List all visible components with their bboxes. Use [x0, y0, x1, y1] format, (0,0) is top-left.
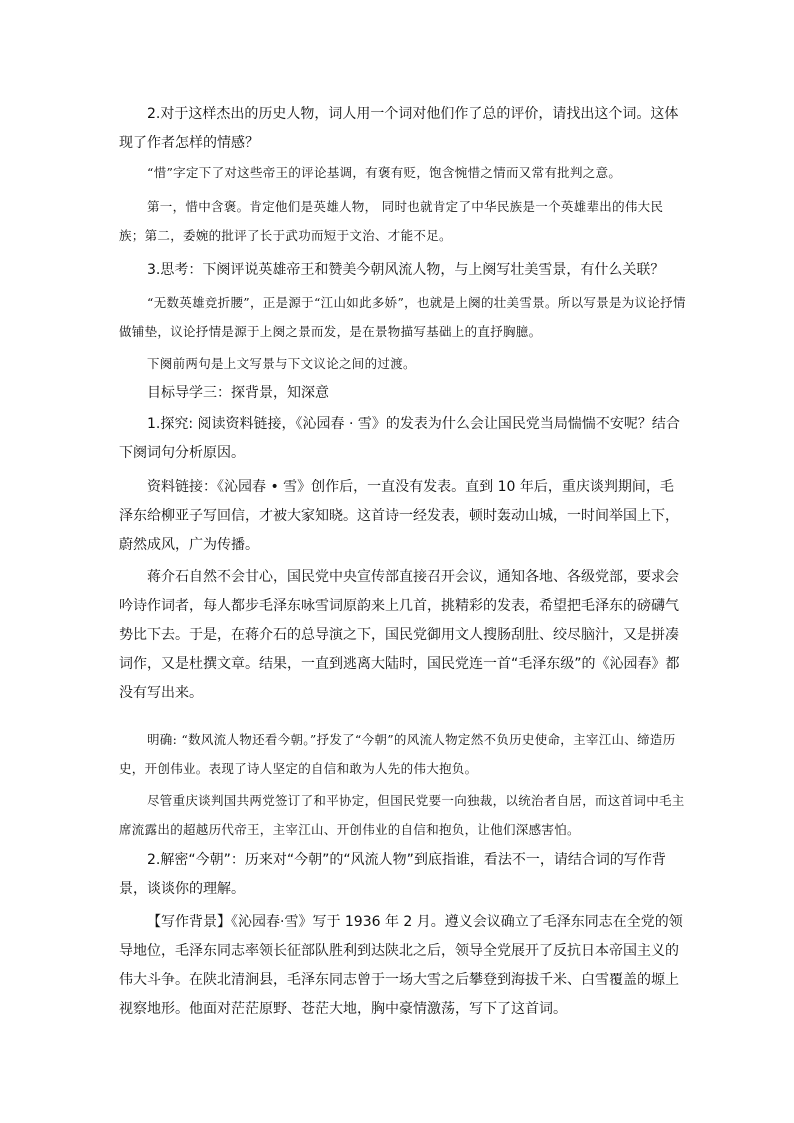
clarification: 明确: “数风流人物还看今朝。”抒发了“今朝”的风流人物定然不负历史使命，主宰江山、缔造历史，开创伟业。表现了诗人坚定的自信和敢为人先的伟大抱负。 — [119, 732, 676, 776]
answer-3: “无数英雄竞折腰”，正是源于“江山如此多娇”，也就是上阕的壮美雪景。所以写景是为议论抒情做铺垫，议论抒情是源于上阕之景而发，是在景物描写基础上的直抒胸臆。 — [119, 295, 686, 339]
question-3: 3.思考：下阕评说英雄帝王和赞美今朝风流人物，与上阕写壮美雪景，有什么关联？ — [147, 262, 665, 278]
resource-detail: 蒋介石自然不会甘心，国民党中央宣传部直接召开会议，通知各地、各级党部，要求会吟诗作词者，每人都步毛泽东咏雪词原韵来上几首，挑精彩的发表，希望把毛泽东的磅礴气势比下去。于是，在蒋介石的总导演之下，国民党御用文人搜肠刮肚、绞尽脑汁，又是拼凑词作，又是杜撰文章。结果，一直到逃离大陆时，国民党连一首“毛泽东级”的《沁园春》都没有写出来。 — [119, 569, 680, 701]
section-heading-3: 目标导学三：探背景，知深意 — [147, 385, 329, 401]
answer-2-summary: “惜”字定下了对这些帝王的评论基调，有褒有贬，饱含惋惜之情而又常有批判之意。 — [147, 165, 622, 180]
question-2: 2.对于这样杰出的历史人物，词人用一个词对他们作了总的评价，请找出这个词。这体现了作者怎样的情感？ — [119, 106, 679, 151]
decode-question-2: 2.解密“今朝”：历来对“今朝”的“风流人物”到底指谁，看法不一，请结合词的写作背景，谈谈你的理解。 — [119, 852, 666, 897]
answer-3-transition: 下阕前两句是上文写景与下文议论之间的过渡。 — [147, 356, 416, 371]
answer-2-detail: 第一，惜中含褒。肯定他们是英雄人物， 同时也就肯定了中华民族是一个英雄辈出的伟大民族；第二，委婉的批评了长于武功而短于文治、才能不足。 — [119, 199, 664, 243]
writing-background: 【写作背景】《沁园春·雪》写于 1936 年 2 月。遵义会议确立了毛泽东同志在全党的领导地位，毛泽东同志率领长征部队胜利到达陕北之后，领导全党展开了反抗日本帝国主义的伟大斗争。在陕北清涧县，毛泽东同志曾于一场大雪之后攀登到海拔千米、白雪覆盖的塬上视察地形。他面对茫茫原野、苍茫大地，胸中豪情激荡，写下了这首词。 — [119, 914, 683, 1017]
resource-link: 资料链接：《沁园春 • 雪》创作后，一直没有发表。直到 10 年后，重庆谈判期间，毛泽东给柳亚子写回信，才被大家知晓。这首诗一经发表，顿时轰动山城，一时间举国上下，蔚然成风，广为传播。 — [119, 479, 679, 553]
clarification-detail: 尽管重庆谈判国共两党签订了和平协定，但国民党要一向独裁，以统治者自居，而这首词中毛主席流露出的超越历代帝王，主宰江山、开创伟业的自信和抱负，让他们深感害怕。 — [119, 793, 685, 837]
explore-question-1: 1.探究: 阅读资料链接，《沁园春 · 雪》的发表为什么会让国民党当局惴惴不安呢？结合下阕词句分析原因。 — [119, 416, 680, 461]
